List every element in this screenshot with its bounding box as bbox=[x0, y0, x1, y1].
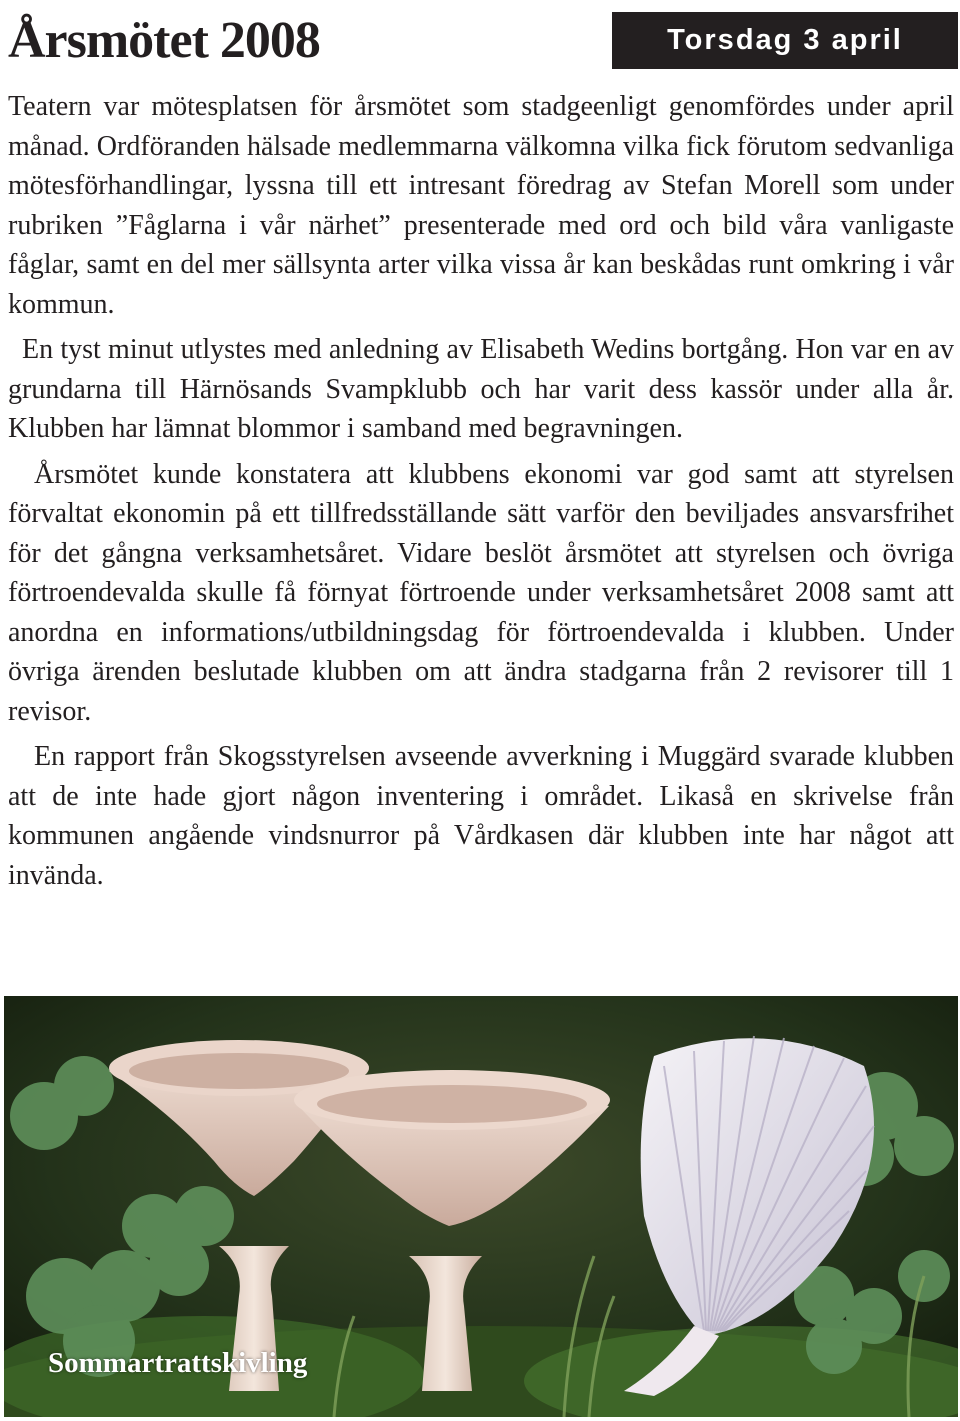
mushroom-photo bbox=[4, 996, 958, 1417]
date-badge: Torsdag 3 april bbox=[612, 12, 958, 69]
article-body bbox=[8, 87, 954, 901]
photo-caption: Sommartrattskivling bbox=[48, 1347, 308, 1379]
paragraph-memorial: En tyst minut utlystes med anledning av Elisabeth Wedins bortgång. Hon var en av grundarna till Härnösands Svampklubb och har varit dess kassör under alla år. Klubben har lämnat blommor i samband med begravningen. bbox=[8, 334, 954, 444]
paragraph-reports: En rapport från Skogsstyrelsen avseende avverkning i Muggärd svarade klubben att de inte hade gjort någon inventering i området. Likaså en skrivelse från kommunen angående vindsnurror på Vårdkasen där klubben inte har något att invända. bbox=[8, 741, 954, 891]
paragraph-meeting: Teatern var mötesplatsen för årsmötet som stadgeenligt genomfördes under april månad. Ordföranden hälsade medlemmarna välkomna vilka fick förutom sedvanliga mötesförhandlingar, lyssna till ett intresant föredrag av Stefan Morell som under rubriken ”Fåglarna i vår närhet” presenterade med ord och bild våra vanligaste fåglar, samt en del mer sällsynta arter vilka vissa år kan beskådas runt omkring i vår kommun. bbox=[8, 91, 954, 320]
paragraph-decisions: Årsmötet kunde konstatera att klubbens ekonomi var god samt att styrelsen förvaltat ekonomin på ett tillfredsställande sätt varför den beviljades ansvarsfrihet för det gångna verksamhetsåret. Vidare beslöt årsmötet att styrelsen och övriga förtroendevalda skulle få förnyat förtroende under verksamhetsåret 2008 samt att anordna en informations/utbildningsdag för förtroendevalda i klubben. Under övriga ärenden beslutade klubben om att ändra stadgarna från 2 revisorer till 1 revisor. bbox=[8, 458, 954, 727]
article-title: Årsmötet 2008 bbox=[8, 12, 320, 69]
